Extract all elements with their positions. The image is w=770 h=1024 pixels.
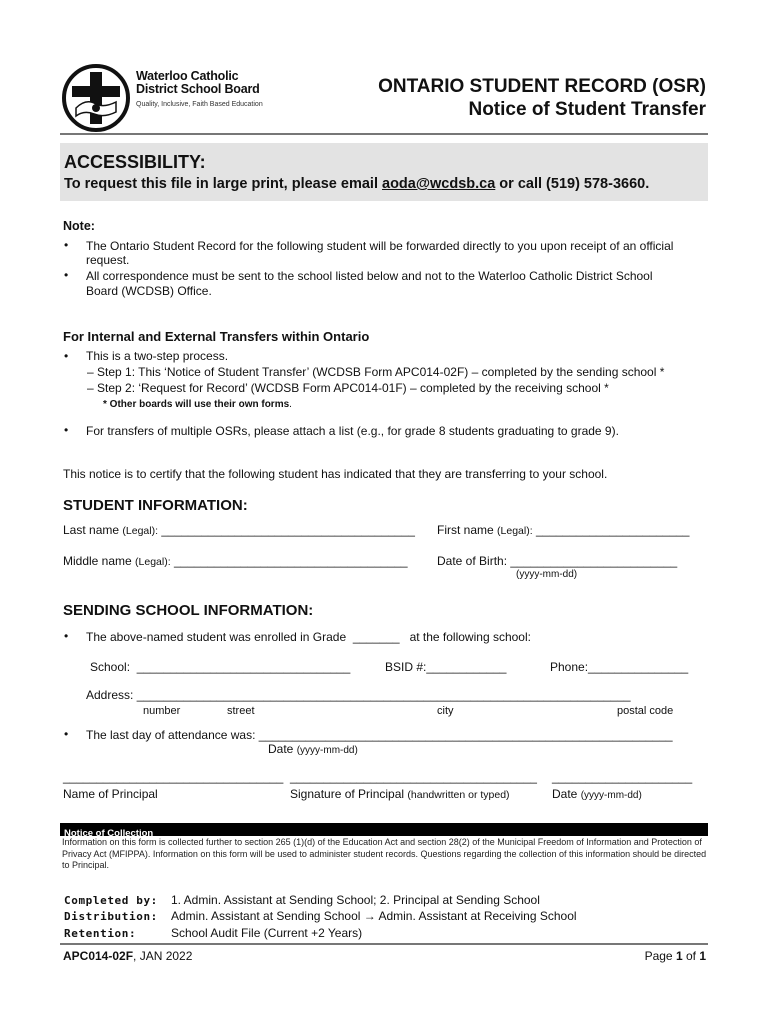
note-heading: Note: [63, 219, 95, 233]
principal-signature-label: Signature of Principal (handwritten or typed) [290, 787, 510, 801]
signature-date-label: Date (yyyy-mm-dd) [552, 787, 642, 801]
notice-of-collection-heading: Notice of Collection [64, 828, 154, 839]
last-day-date-hint: Date (yyyy-mm-dd) [268, 742, 358, 756]
logo-name: Waterloo Catholic District School Board [136, 69, 260, 96]
retention-value: School Audit File (Current +2 Years) [171, 926, 363, 940]
form-title: ONTARIO STUDENT RECORD (OSR) [378, 76, 706, 97]
other-boards-note: * Other boards will use their own forms. [103, 399, 292, 410]
accessibility-email-link[interactable]: aoda@wcdsb.ca [382, 176, 496, 192]
address-street-label: street [227, 705, 255, 717]
last-name-field[interactable]: Last name (Legal): ______________________________________ [63, 523, 415, 537]
retention-label: Retention: [64, 927, 137, 940]
transfers-bullet1: This is a two-step process. [86, 349, 229, 363]
address-field[interactable]: Address: __________________________________________________________________________ [86, 688, 631, 702]
transfers-heading: For Internal and External Transfers within Ontario [63, 329, 370, 344]
cross-hands-icon [66, 68, 126, 128]
notice-of-collection-text: Information on this form is collected further to section 265 (1)(d) of the Education Act and section 28(2) of the Municipal Freedom of Information and Protection of Privacy Act (MFIPPA). Information on this form will be used to administer student records. Questions regarding the collection of this information should be directed to Principal. [62, 837, 707, 870]
grade-field[interactable]: _______ [352, 630, 400, 644]
student-info-heading: STUDENT INFORMATION: [63, 497, 248, 514]
bullet-icon: • [64, 349, 69, 363]
notice-of-collection-bar [60, 823, 708, 839]
principal-name-field[interactable]: _________________________________ [63, 770, 284, 784]
distribution-label: Distribution: [64, 910, 158, 923]
logo-tagline: Quality, Inclusive, Faith Based Education [136, 101, 263, 108]
note-bullet1-line1: The Ontario Student Record for the following student will be forwarded directly to you upon receipt of an official [86, 239, 674, 253]
transfers-step2: – Step 2: ‘Request for Record’ (WCDSB Form APC014-01F) – completed by the receiving school * [87, 381, 609, 395]
phone-field[interactable]: Phone:_______________ [550, 660, 689, 674]
completed-by-label: Completed by: [64, 894, 158, 907]
transfers-step1: – Step 1: This ‘Notice of Student Transfer’ (WCDSB Form APC014-02F) – completed by the sending school * [87, 365, 665, 379]
accessibility-heading: ACCESSIBILITY: [64, 152, 206, 172]
address-number-label: number [143, 705, 181, 717]
grade-enrolled-line: The above-named student was enrolled in Grade _______ at the following school: [86, 630, 531, 644]
bullet-icon: • [64, 629, 69, 643]
form-code: APC014-02F, JAN 2022 [63, 949, 193, 963]
note-bullet2-line1: All correspondence must be sent to the school listed below and not to the Waterloo Catholic District School [86, 269, 653, 283]
footer-divider [60, 943, 708, 945]
header-divider [60, 133, 708, 135]
address-city-label: city [437, 705, 454, 717]
principal-name-label: Name of Principal [63, 787, 158, 801]
bullet-icon: • [64, 238, 69, 252]
page-number: Page 1 of 1 [644, 949, 706, 963]
bullet-icon: • [64, 268, 69, 282]
bsid-field[interactable]: BSID #:____________ [385, 660, 507, 674]
principal-signature-field[interactable]: _____________________________________ [290, 770, 537, 784]
note-bullet2-line2: Board (WCDSB) Office. [86, 284, 212, 298]
middle-name-field[interactable]: Middle name (Legal): ___________________________________ [63, 554, 408, 568]
completed-by-value: 1. Admin. Assistant at Sending School; 2. Principal at Sending School [171, 893, 540, 907]
school-field[interactable]: School: ________________________________ [90, 660, 351, 674]
address-postal-label: postal code [617, 705, 674, 717]
wcdsb-logo [62, 64, 130, 132]
sending-school-heading: SENDING SCHOOL INFORMATION: [63, 602, 314, 619]
last-day-field[interactable]: The last day of attendance was: ______________________________________________________________ [86, 728, 673, 742]
transfers-bullet2: For transfers of multiple OSRs, please attach a list (e.g., for grade 8 students graduating to grade 9). [86, 424, 619, 438]
dob-format-hint: (yyyy-mm-dd) [516, 569, 578, 580]
accessibility-line: To request this file in large print, please email aoda@wcdsb.ca or call (519) 578-3660. [64, 176, 650, 192]
date-of-birth-field[interactable]: Date of Birth: _________________________ [437, 554, 678, 568]
distribution-value: Admin. Assistant at Sending School → Admin. Assistant at Receiving School [171, 909, 577, 923]
first-name-field[interactable]: First name (Legal): _______________________ [437, 523, 690, 537]
note-bullet1-line2: request. [86, 253, 130, 267]
certify-statement: This notice is to certify that the following student has indicated that they are transferring to your school. [63, 467, 608, 481]
form-subtitle: Notice of Student Transfer [468, 99, 706, 120]
signature-date-field[interactable]: _____________________ [552, 770, 693, 784]
bullet-icon: • [64, 727, 69, 741]
bullet-icon: • [64, 423, 69, 437]
